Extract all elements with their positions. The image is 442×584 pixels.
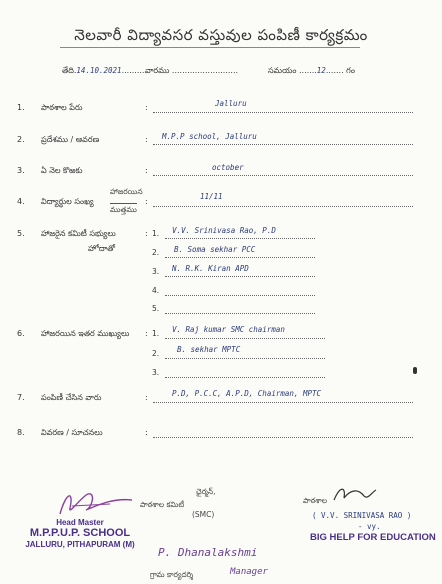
dotted-line <box>153 206 413 207</box>
other-attendee-2: B. sekhar MPTC <box>177 345 241 354</box>
committee-member-2: B. Soma sekhar PCC <box>174 245 256 254</box>
month-label: ఏ నెల కొఱకు <box>41 166 83 175</box>
row-number: 1. <box>17 103 25 112</box>
time-value: 12 <box>316 66 326 75</box>
student-count-value: 11/11 <box>200 192 223 201</box>
day-field: వారము .......................... <box>145 66 239 75</box>
remarks-label: వివరణ / సూచనలు <box>41 428 103 437</box>
title-underline <box>60 47 360 48</box>
attendee-index: 2. <box>152 349 160 358</box>
dotted-line <box>165 257 315 258</box>
right-note: - vy. <box>358 522 381 531</box>
school-name-label: పాఠశాల పేరు <box>41 103 83 112</box>
row-number: 6. <box>17 329 25 338</box>
date-field: తేది.14.10.2021.......... <box>62 66 148 75</box>
colon: : <box>145 197 148 206</box>
big-help-stamp: BIG HELP FOR EDUCATION <box>310 532 436 543</box>
form-title: నెలవారీ విద్యావసర వస్తువుల పంపిణీ కార్యక్రమం <box>74 26 368 44</box>
dotted-line <box>153 402 413 403</box>
colon: : <box>145 229 148 238</box>
colon: : <box>145 103 148 112</box>
committee-member-3: N. R.K. Kiran APD <box>172 264 249 273</box>
time-label: సమయం <box>268 66 297 75</box>
time-field: సమయం .......12....... గం <box>268 66 355 75</box>
dotted-line <box>165 238 315 239</box>
row-number: 4. <box>17 197 25 206</box>
chairman-label: ఛైర్మన్, <box>196 487 216 496</box>
row-number: 5. <box>17 229 25 238</box>
school-stamp-name: M.P.P.U.P. SCHOOL <box>29 527 131 540</box>
dotted-line <box>153 175 413 176</box>
school-name-value: Jalluru <box>215 99 247 108</box>
other-attendee-1: V. Raj kumar SMC chairman <box>172 325 285 334</box>
total-label: ముత్తము <box>110 205 137 214</box>
month-value: october <box>212 163 244 172</box>
dotted-line <box>153 144 413 145</box>
member-index: 1. <box>152 229 160 238</box>
committee-members-label: హాజరైన కమిటీ సభ్యులు <box>41 229 116 238</box>
center-signature-2: Manager <box>230 567 268 577</box>
chairman-note: (SMC) <box>192 510 215 519</box>
designation-label: హోదాతో <box>88 244 115 253</box>
colon: : <box>145 428 148 437</box>
row-number: 8. <box>17 428 25 437</box>
attendee-index: 3. <box>152 368 160 377</box>
colon: : <box>145 135 148 144</box>
dotted-line <box>165 313 315 314</box>
dotted-line <box>165 338 325 339</box>
headmaster-title: Head Master <box>56 518 104 527</box>
member-index: 4. <box>152 286 160 295</box>
dotted-line <box>153 437 413 438</box>
right-label: పాఠశాల <box>303 496 328 505</box>
school-stamp-place: JALLURU, PITHAPURAM (M) <box>25 539 135 549</box>
dotted-line <box>153 112 413 113</box>
dotted-line <box>165 295 315 296</box>
row-number: 3. <box>17 166 25 175</box>
center-label: గ్రామ కార్యదర్శి <box>150 570 194 579</box>
distributed-by-label: పంపిణీ చేసిన వారు <box>41 393 102 402</box>
student-count-label: విద్యార్థుల సంఖ్య <box>41 197 94 206</box>
venue-value: M.P.P school, Jalluru <box>162 132 257 141</box>
headmaster-signature <box>52 486 142 520</box>
ink-mark <box>413 367 417 374</box>
date-value: 14.10.2021 <box>76 66 122 75</box>
colon: : <box>145 329 148 338</box>
hour-suffix: గం <box>346 66 355 75</box>
center-signature: P. Dhanalakshmi <box>158 546 258 559</box>
attended-label: హాజరయిన <box>110 187 143 196</box>
dotted-line <box>165 276 315 277</box>
member-index: 5. <box>152 304 160 313</box>
row-number: 7. <box>17 393 25 402</box>
headmaster-stamp <box>16 518 144 549</box>
dotted-line <box>165 377 325 378</box>
day-label: వారము <box>145 66 170 75</box>
row-number: 2. <box>17 135 25 144</box>
date-label: తేది <box>62 66 74 75</box>
colon: : <box>145 166 148 175</box>
attendee-index: 1. <box>152 329 160 338</box>
dotted-line <box>165 358 325 359</box>
member-index: 2. <box>152 248 160 257</box>
venue-label: ప్రదేశము / ఆవరణ <box>41 135 100 144</box>
right-name: ( V.V. SRINIVASA RAO ) <box>312 511 412 520</box>
colon: : <box>145 393 148 402</box>
committee-label: పాఠశాల కమిటీ <box>140 500 185 509</box>
right-signature <box>330 482 380 506</box>
other-attendees-label: హాజరయిన ఇతర ముఖ్యులు <box>41 329 130 338</box>
distributed-by-value: P.D, P.C.C, A.P.D, Chairman, MPTC <box>172 389 322 398</box>
member-index: 3. <box>152 267 160 276</box>
committee-member-1: V.V. Srinivasa Rao, P.D <box>172 226 276 235</box>
